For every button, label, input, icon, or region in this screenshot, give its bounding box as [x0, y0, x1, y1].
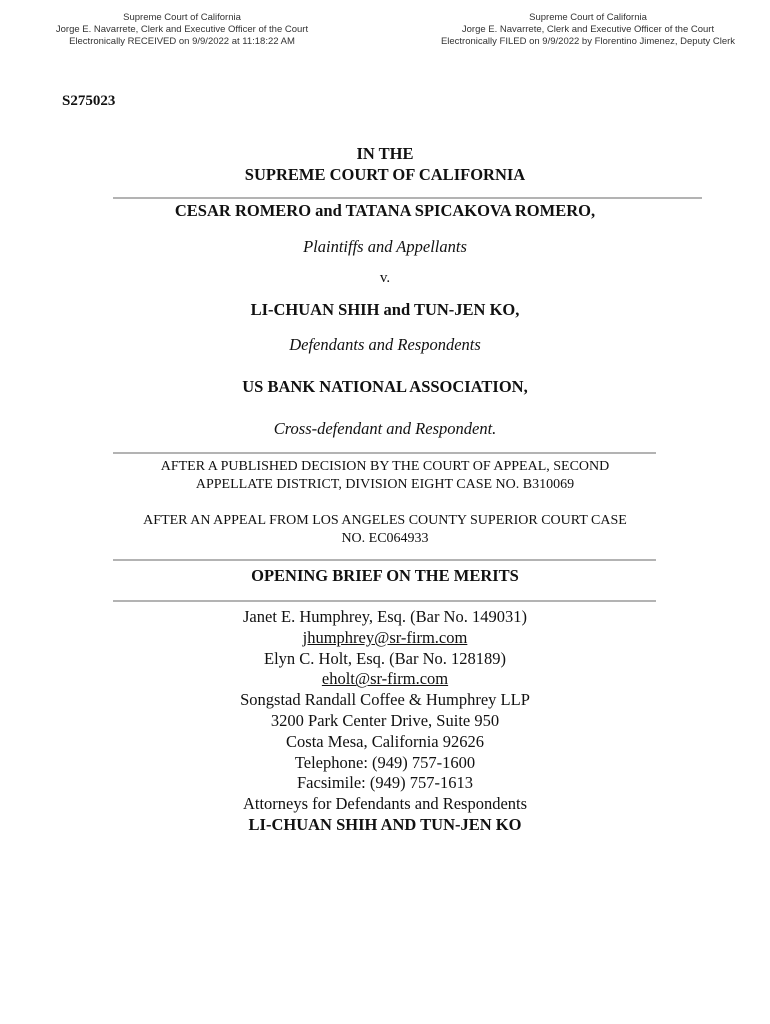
firm-telephone: Telephone: (949) 757-1600	[294, 752, 476, 772]
law-firm-name: Songstad Randall Coffee & Humphrey LLP	[240, 690, 530, 710]
defendants-names: LI-CHUAN SHIH and TUN-JEN KO,	[250, 300, 520, 319]
divider-caption-top	[113, 197, 702, 199]
brief-title: OPENING BRIEF ON THE MERITS	[251, 566, 519, 585]
divider-title-bottom	[113, 600, 656, 602]
appeal-history-line1: AFTER A PUBLISHED DECISION BY THE COURT OF APPEAL, SECOND	[160, 459, 610, 474]
attorney-2: Elyn C. Holt, Esq. (Bar No. 128189)	[264, 648, 506, 668]
received-stamp	[17, 12, 347, 48]
court-heading	[0, 143, 770, 185]
counsel-block	[0, 607, 770, 836]
filed-stamp	[423, 12, 753, 48]
firm-address-line1: 3200 Park Center Drive, Suite 950	[270, 710, 500, 730]
plaintiffs-role: Plaintiffs and Appellants	[303, 237, 467, 256]
filed-stamp-clerk: Jorge E. Navarrete, Clerk and Executive Officer of the Court	[461, 24, 715, 35]
received-stamp-court: Supreme Court of California	[123, 12, 241, 23]
attorney-1-email-link[interactable]: jhumphrey@sr-firm.com	[302, 627, 468, 647]
received-stamp-status: Electronically RECEIVED on 9/9/2022 at 11:18:22 AM	[69, 36, 295, 47]
court-heading-line1: IN THE	[356, 144, 414, 163]
filed-stamp-court: Supreme Court of California	[529, 12, 647, 23]
cross-defendant-names: US BANK NATIONAL ASSOCIATION,	[242, 377, 528, 396]
appeal-history	[0, 458, 770, 494]
court-heading-line2: SUPREME COURT OF CALIFORNIA	[244, 165, 526, 184]
firm-facsimile: Facsimile: (949) 757-1613	[297, 773, 473, 793]
superior-court-history	[0, 512, 770, 548]
firm-address-line2: Costa Mesa, California 92626	[286, 731, 484, 751]
attorney-1: Janet E. Humphrey, Esq. (Bar No. 149031)	[243, 607, 527, 626]
received-stamp-clerk: Jorge E. Navarrete, Clerk and Executive Officer of the Court	[55, 24, 309, 35]
versus-label: v.	[379, 270, 391, 286]
filed-stamp-status: Electronically FILED on 9/9/2022 by Florentino Jimenez, Deputy Clerk	[440, 36, 736, 47]
plaintiffs-names: CESAR ROMERO and TATANA SPICAKOVA ROMERO,	[174, 201, 596, 220]
appeal-history-line2: APPELLATE DISTRICT, DIVISION EIGHT CASE NO. B310069	[195, 477, 575, 492]
attorney-2-email-link[interactable]: eholt@sr-firm.com	[321, 669, 449, 689]
represented-parties-names: LI-CHUAN SHIH AND TUN-JEN KO	[248, 814, 522, 834]
cross-defendant-role: Cross-defendant and Respondent.	[273, 419, 497, 438]
divider-title-top	[113, 559, 656, 561]
defendants-role: Defendants and Respondents	[289, 335, 481, 354]
divider-procedural-top	[113, 452, 656, 454]
case-number: S275023	[62, 93, 116, 109]
represented-parties-role: Attorneys for Defendants and Respondents	[242, 794, 528, 814]
superior-court-history-line1: AFTER AN APPEAL FROM LOS ANGELES COUNTY SUPERIOR COURT CASE	[143, 513, 627, 528]
superior-court-history-line2: NO. EC064933	[341, 531, 429, 546]
